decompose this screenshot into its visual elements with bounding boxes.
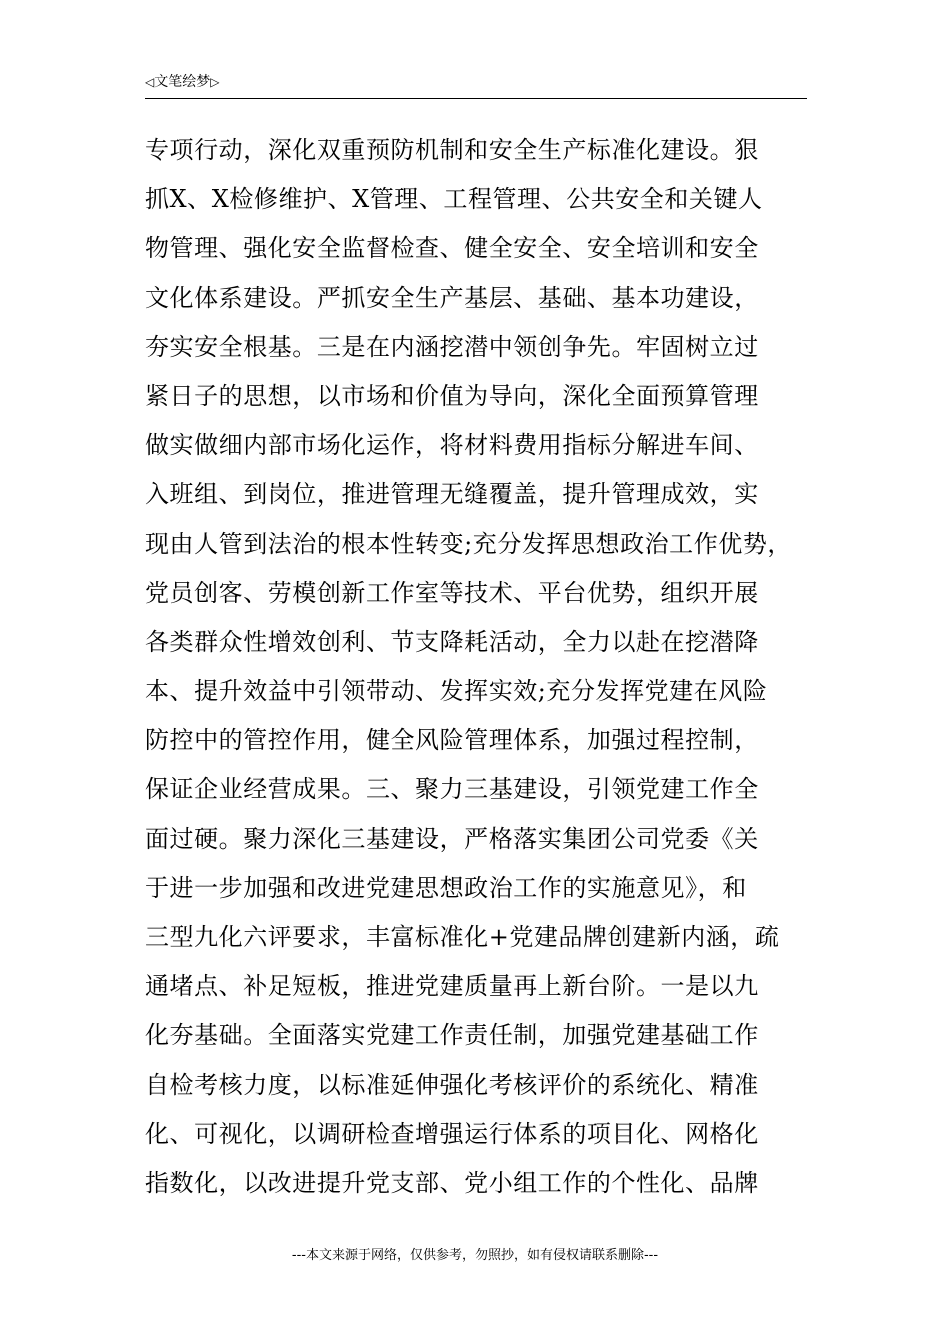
body-line: 化夯基础。全面落实党建工作责任制，加强党建基础工作	[145, 1021, 759, 1050]
body-line: 现由人管到法治的根本性转变;充分发挥思想政治工作优势，	[145, 529, 792, 558]
left-triangle-icon: ◁	[145, 75, 155, 89]
body-line: 入班组、到岗位，推进管理无缝覆盖，提升管理成效，实	[145, 480, 759, 509]
page-header	[145, 70, 807, 99]
body-line: 自检考核力度，以标准延伸强化考核评价的系统化、精准	[145, 1070, 759, 1099]
body-line: 三型九化六评要求，丰富标准化+党建品牌创建新内涵，疏	[145, 923, 780, 951]
body-line: 抓X、X检修维护、X管理、工程管理、公共安全和关键人	[145, 185, 763, 214]
body-line: 紧日子的思想，以市场和价值为导向，深化全面预算管理	[145, 381, 759, 410]
body-line: 文化体系建设。严抓安全生产基层、基础、基本功建设，	[145, 283, 759, 312]
body-line: 各类群众性增效创利、节支降耗活动，全力以赴在挖潜降	[145, 627, 759, 656]
body-line: 于进一步加强和改进党建思想政治工作的实施意见》，和	[145, 873, 747, 902]
body-line: 专项行动，深化双重预防机制和安全生产标准化建设。狠	[145, 136, 759, 164]
body-line: 通堵点、补足短板，推进党建质量再上新台阶。一是以九	[145, 972, 759, 1001]
body-line: 指数化，以改进提升党支部、党小组工作的个性化、品牌	[145, 1168, 759, 1197]
document-body	[145, 126, 815, 1208]
body-line: 夯实安全根基。三是在内涵挖潜中领创争先。牢固树立过	[145, 332, 759, 361]
page-footer: ---本文来源于网络，仅供参考，勿照抄，如有侵权请联系删除---	[291, 1248, 659, 1263]
right-triangle-icon: ▷	[210, 75, 220, 89]
body-line: 本、提升效益中引领带动、发挥实效;充分发挥党建在风险	[145, 677, 768, 706]
header-title	[145, 72, 219, 92]
body-line: 防控中的管控作用，健全风险管理体系，加强过程控制，	[145, 726, 759, 755]
body-line: 化、可视化，以调研检查增强运行体系的项目化、网格化	[145, 1119, 759, 1148]
body-line: 保证企业经营成果。三、聚力三基建设，引领党建工作全	[145, 775, 759, 804]
body-line: 物管理、强化安全监督检查、健全安全、安全培训和安全	[145, 234, 759, 263]
body-line: 面过硬。聚力深化三基建设，严格落实集团公司党委《关	[145, 824, 759, 853]
body-line: 党员创客、劳模创新工作室等技术、平台优势，组织开展	[145, 578, 759, 607]
header-title-text: 文笔绘梦	[154, 74, 211, 90]
body-line: 做实做细内部市场化运作，将材料费用指标分解进车间、	[145, 431, 759, 460]
